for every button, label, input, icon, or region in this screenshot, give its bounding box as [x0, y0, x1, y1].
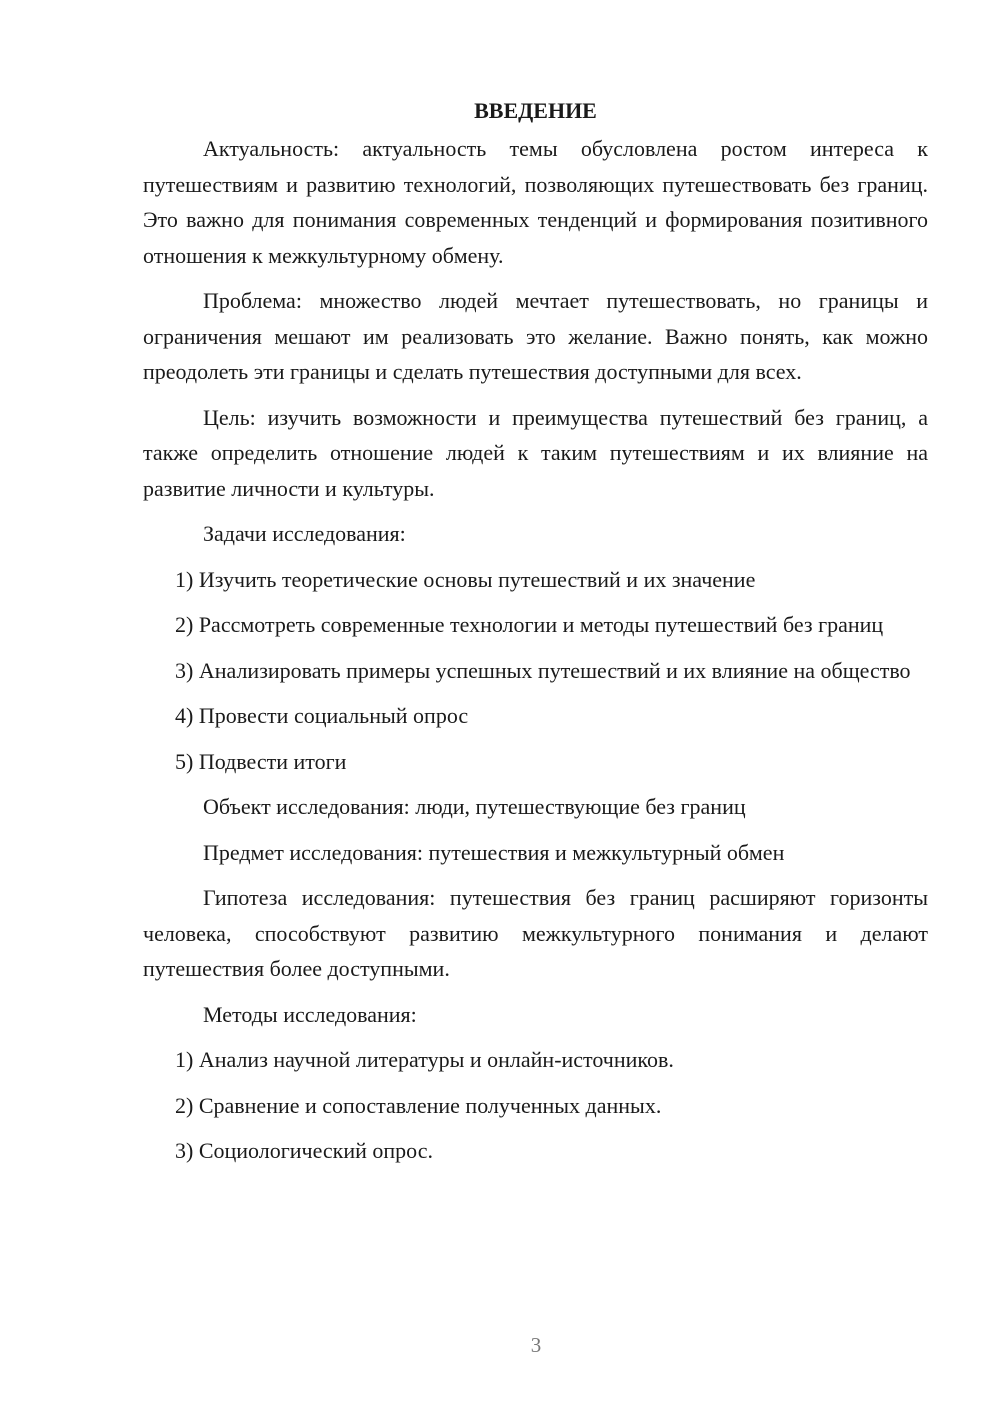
paragraph-goal: Цель: изучить возможности и преимущества путешествий без границ, а также определить отношение людей к таким путешествиям и их влияние на развитие личности и культуры. [143, 404, 928, 501]
paragraph-relevance: Актуальность: актуальность темы обусловлена ростом интереса к путешествиям и развитию технологий, позволяющих путешествовать без границ. Это важно для понимания современных тенденций и формирования позитивного отношения к межкультурному обмену. [143, 136, 928, 268]
paragraph-problem: Проблема: множество людей мечтает путешествовать, но границы и ограничения мешают им реализовать это желание. Важно понять, как можно преодолеть эти границы и сделать путешествия доступными для всех. [143, 288, 928, 384]
task-item: 2) Рассмотреть современные технологии и методы путешествий без границ [175, 612, 884, 637]
method-item: 2) Сравнение и сопоставление полученных данных. [175, 1092, 662, 1118]
section-title: ВВЕДЕНИЕ [474, 98, 597, 123]
task-item: 3) Анализировать примеры успешных путешествий и их влияние на общество [175, 657, 911, 683]
document-body [143, 95, 928, 1169]
method-item: 3) Социологический опрос. [175, 1138, 433, 1163]
paragraph-subject: Предмет исследования: путешествия и межкультурный обмен [203, 839, 785, 865]
paragraph-object: Объект исследования: люди, путешествующие без границ [203, 794, 746, 819]
tasks-heading: Задачи исследования: [203, 521, 406, 546]
paragraph-hypothesis: Гипотеза исследования: путешествия без границ расширяют горизонты человека, способствуют развитию межкультурного понимания и делают путешествия более доступными. [143, 885, 928, 981]
task-item: 4) Провести социальный опрос [175, 703, 469, 728]
methods-heading: Методы исследования: [203, 1001, 417, 1027]
method-item: 1) Анализ научной литературы и онлайн-источников. [175, 1047, 674, 1072]
task-item: 1) Изучить теоретические основы путешествий и их значение [175, 566, 756, 592]
task-item: 5) Подвести итоги [175, 748, 347, 774]
page-number: 3 [530, 1333, 542, 1357]
